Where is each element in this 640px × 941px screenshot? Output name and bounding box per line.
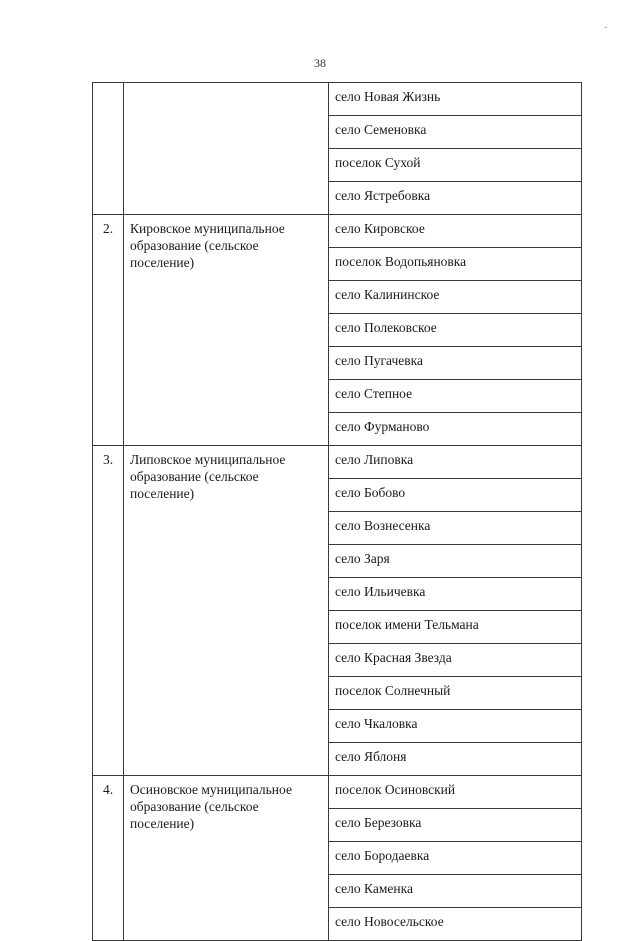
municipality-name [124, 83, 329, 215]
settlement-name: село Чкаловка [329, 710, 582, 743]
municipality-name: Осиновское муниципальное образование (сельское поселение) [124, 776, 329, 941]
section-number [93, 83, 124, 215]
settlement-name: село Фурманово [329, 413, 582, 446]
settlement-name: село Семеновка [329, 116, 582, 149]
settlement-name: село Бородаевка [329, 842, 582, 875]
settlement-name: поселок Сухой [329, 149, 582, 182]
table-row [93, 446, 582, 479]
settlement-name: село Липовка [329, 446, 582, 479]
page-number: 38 [314, 56, 326, 70]
settlement-name: село Каменка [329, 875, 582, 908]
settlement-name: поселок имени Тельмана [329, 611, 582, 644]
settlement-name: село Пугачевка [329, 347, 582, 380]
settlement-name: село Ястребовка [329, 182, 582, 215]
settlements-table [92, 82, 582, 941]
municipality-name: Липовское муниципальное образование (сельское поселение) [124, 446, 329, 776]
settlement-name: поселок Солнечный [329, 677, 582, 710]
settlement-name: село Яблоня [329, 743, 582, 776]
settlement-name: село Новосельское [329, 908, 582, 941]
settlement-name: село Ильичевка [329, 578, 582, 611]
table-body [93, 83, 582, 941]
section-number: 2. [93, 215, 124, 446]
settlement-name: село Бобово [329, 479, 582, 512]
table-row [93, 776, 582, 809]
settlement-name: село Степное [329, 380, 582, 413]
settlement-name: село Березовка [329, 809, 582, 842]
settlement-name: село Калининское [329, 281, 582, 314]
settlement-name: поселок Водопьяновка [329, 248, 582, 281]
corner-mark: - [604, 22, 608, 33]
settlement-name: село Новая Жизнь [329, 83, 582, 116]
settlement-name: село Вознесенка [329, 512, 582, 545]
section-number: 3. [93, 446, 124, 776]
settlement-name: поселок Осиновский [329, 776, 582, 809]
settlement-name: село Красная Звезда [329, 644, 582, 677]
municipality-name: Кировское муниципальное образование (сельское поселение) [124, 215, 329, 446]
settlement-name: село Кировское [329, 215, 582, 248]
section-number: 4. [93, 776, 124, 941]
table-row [93, 215, 582, 248]
settlement-name: село Заря [329, 545, 582, 578]
table-row [93, 83, 582, 116]
settlement-name: село Полековское [329, 314, 582, 347]
